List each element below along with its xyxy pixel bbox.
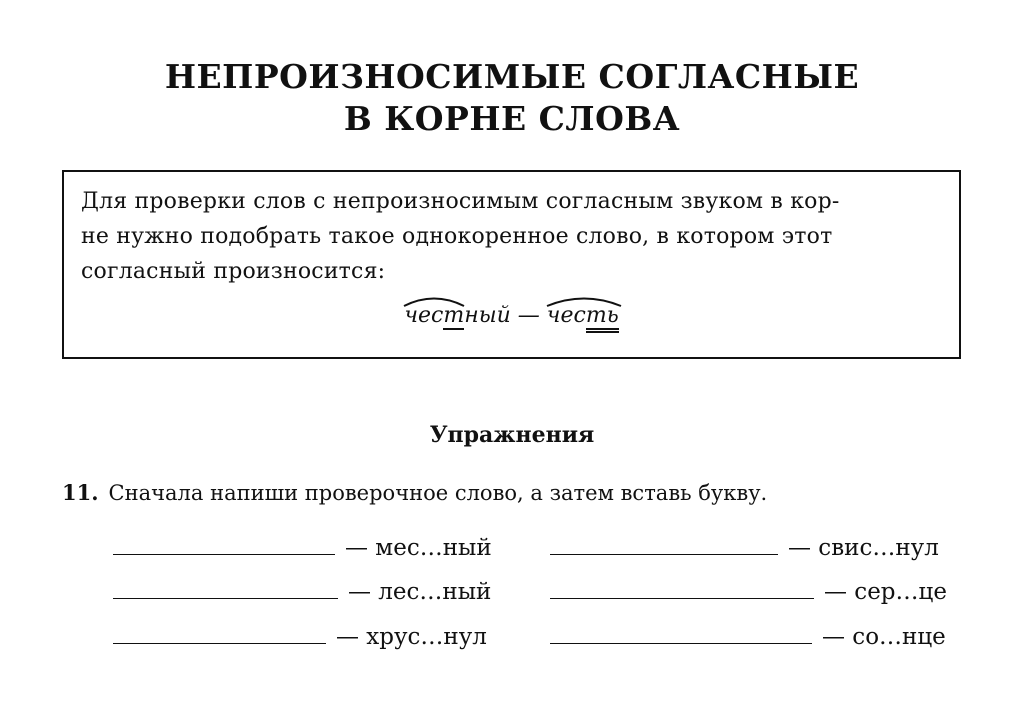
answer-blank[interactable] <box>550 553 778 555</box>
root-arc-icon <box>545 293 623 307</box>
exercise-row <box>113 624 487 650</box>
page-title <box>0 56 1024 140</box>
exercise-word: — со…нце <box>822 624 946 650</box>
rule-box <box>62 170 961 359</box>
example-word-1-silent-letter: т <box>443 303 465 328</box>
example-word-1-ending: ный <box>464 303 511 328</box>
answer-blank[interactable] <box>113 642 326 644</box>
rule-line-1: Для проверки слов с непроизносимым согласным звуком в кор- <box>81 189 840 214</box>
answer-blank[interactable] <box>550 642 812 644</box>
exercise-row <box>550 535 939 561</box>
rule-example <box>64 303 959 328</box>
exercise-row <box>113 535 492 561</box>
example-word-2-root-start: чес <box>546 303 586 328</box>
exercise-word: — хрус…нул <box>336 624 487 650</box>
exercise-word: — свис…нул <box>788 535 939 561</box>
example-word-1-root-start: чес <box>404 303 444 328</box>
example-dash: — <box>510 303 547 328</box>
exercise-word: — сер…це <box>824 579 947 605</box>
task-text: Сначала напиши проверочное слово, а затем вставь букву. <box>108 481 768 505</box>
task-11 <box>62 480 767 505</box>
rule-line-3: согласный произносится: <box>81 259 386 284</box>
exercise-row <box>113 579 491 605</box>
rule-text <box>81 184 943 289</box>
title-line-2: В КОРНЕ СЛОВА <box>343 99 681 138</box>
example-word-2 <box>547 303 619 328</box>
answer-blank[interactable] <box>550 597 814 599</box>
task-number: 11. <box>62 480 99 505</box>
title-line-1: НЕПРОИЗНОСИМЫЕ СОГЛАСНЫЕ <box>164 57 860 96</box>
exercise-row <box>550 579 947 605</box>
answer-blank[interactable] <box>113 597 338 599</box>
example-word-1 <box>404 303 510 328</box>
exercise-word: — мес…ный <box>345 535 492 561</box>
exercise-word: — лес…ный <box>348 579 492 605</box>
root-arc-icon <box>402 293 466 307</box>
answer-blank[interactable] <box>113 553 335 555</box>
rule-line-2: не нужно подобрать такое однокоренное слово, в котором этот <box>81 224 833 249</box>
section-heading: Упражнения <box>429 422 595 448</box>
example-word-2-pronounced-letter: ть <box>586 303 619 333</box>
exercise-row <box>550 624 946 650</box>
